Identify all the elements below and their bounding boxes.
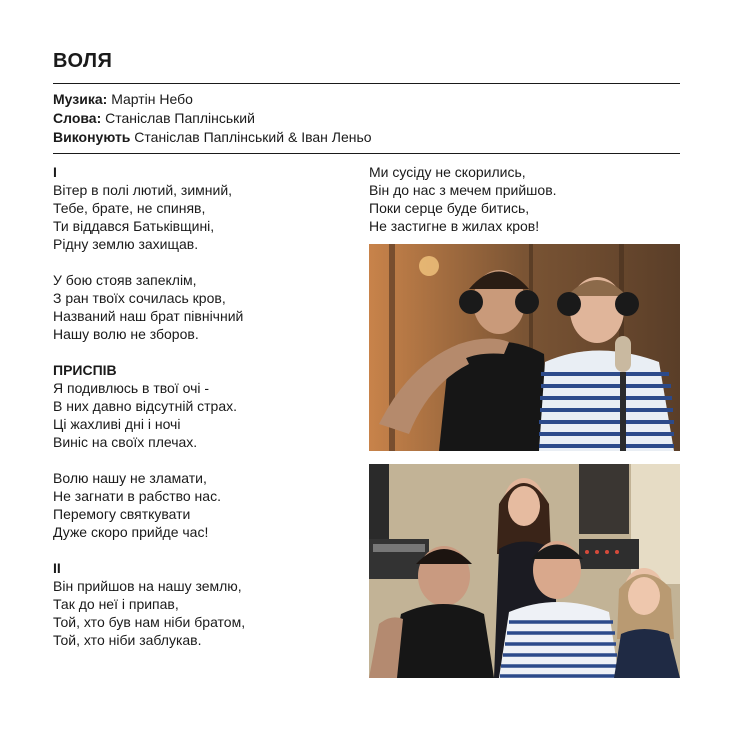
lyric-line: Він до нас з мечем прийшов. <box>369 182 557 198</box>
credit-performers-value: Станіслав Паплінський & Іван Леньо <box>134 129 372 145</box>
credit-performers-label: Виконують <box>53 129 131 145</box>
lyric-line: Названий наш брат північний <box>53 308 244 324</box>
stanza-heading: І <box>53 164 57 180</box>
credit-music <box>53 90 372 109</box>
lyric-line: Не застигне в жилах кров! <box>369 218 540 234</box>
credits <box>53 90 372 147</box>
lyrics-left-column <box>53 163 353 667</box>
lyric-line: Тебе, брате, не спиняв, <box>53 200 206 216</box>
lyric-line: В них давно відсутній страх. <box>53 398 238 414</box>
credits-divider <box>53 153 680 154</box>
lyric-line: Так до неї і припав, <box>53 596 179 612</box>
stanza <box>53 361 353 451</box>
credit-lyrics-value: Станіслав Паплінський <box>105 110 255 126</box>
credit-performers <box>53 128 372 147</box>
lyric-line: Нашу волю не зборов. <box>53 326 199 342</box>
lyric-line: Ти віддався Батьківщині, <box>53 218 215 234</box>
lyric-line: У бою стояв запеклім, <box>53 272 197 288</box>
lyric-line: Рідну землю захищав. <box>53 236 199 252</box>
stanza <box>369 163 680 235</box>
lyric-line: Я подивлюсь в твої очі - <box>53 380 210 396</box>
stanza <box>53 469 353 541</box>
lyric-line: Не загнати в рабство нас. <box>53 488 221 504</box>
studio-photo-two-singers <box>369 244 680 451</box>
lyrics-page <box>53 0 680 732</box>
stanza <box>53 271 353 343</box>
stanza-heading: ПРИСПІВ <box>53 362 117 378</box>
title-divider <box>53 83 680 84</box>
stanza <box>53 559 353 649</box>
stanza <box>53 163 353 253</box>
lyric-line: Той, хто був нам ніби братом, <box>53 614 246 630</box>
lyric-line: Поки серце буде битись, <box>369 200 530 216</box>
lyric-line: Ці жахливі дні і ночі <box>53 416 181 432</box>
lyric-line: Він прийшов на нашу землю, <box>53 578 242 594</box>
song-title: ВОЛЯ <box>53 50 113 72</box>
lyric-line: Перемогу святкувати <box>53 506 191 522</box>
lyrics-right-column <box>369 163 680 253</box>
studio-photo-group-image <box>369 464 680 678</box>
lyric-line: Ми сусіду не скорились, <box>369 164 526 180</box>
lyric-line: Волю нашу не зламати, <box>53 470 207 486</box>
studio-photo-two-singers-image <box>369 244 680 451</box>
credit-music-value: Мартін Небо <box>111 91 193 107</box>
studio-photo-group <box>369 464 680 678</box>
credit-lyrics <box>53 109 372 128</box>
lyric-line: Дуже скоро прийде час! <box>53 524 209 540</box>
stanza-heading: ІІ <box>53 560 61 576</box>
lyric-line: З ран твоїх сочилась кров, <box>53 290 226 306</box>
lyric-line: Той, хто ніби заблукав. <box>53 632 202 648</box>
lyric-line: Виніс на своїх плечах. <box>53 434 198 450</box>
credit-lyrics-label: Слова: <box>53 110 102 126</box>
credit-music-label: Музика: <box>53 91 108 107</box>
lyric-line: Вітер в полі лютий, зимний, <box>53 182 233 198</box>
